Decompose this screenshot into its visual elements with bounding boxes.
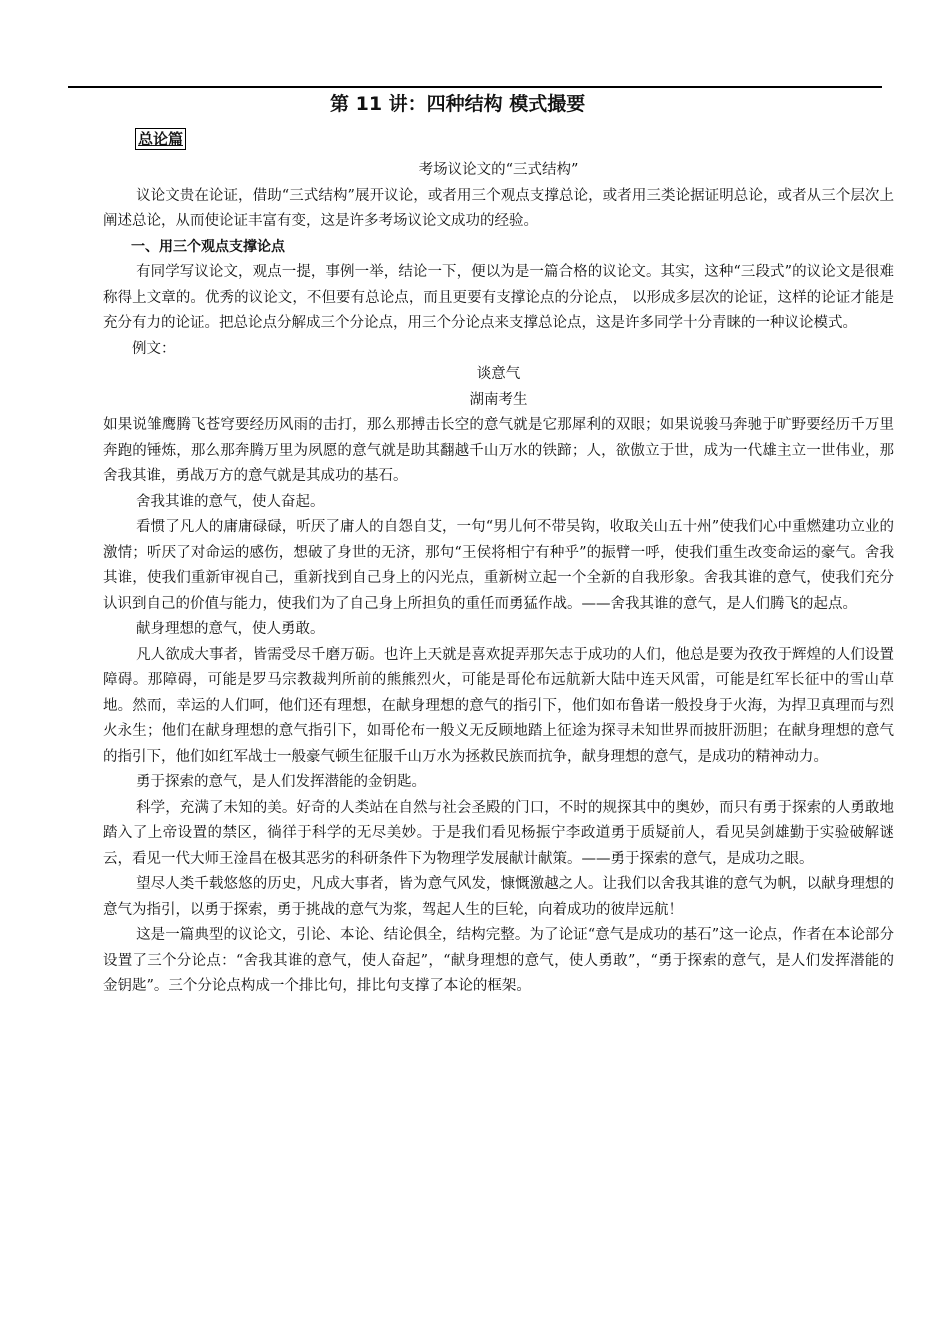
essay-paragraph-text: 望尽人类千载悠悠的历史，凡成大事者，皆为意气风发，慷慨激越之人。让我们以舍我其谁的意气为帆，以献身理想的意气为指引，以勇于探索，勇于挑战的意气为浆，驾起人生的巨轮，向着成功的彼岸远航！ — [103, 876, 894, 918]
method-paragraph-text: 有同学写议论文，观点一提，事例一举，结论一下，便以为是一篇合格的议论文。其实，这种“三段式”的议论文是很难称得上文章的。优秀的议论文，不但要有总论点，而且更要有支撑论点的分论点， 以形成多层次的论证，这样的论证才能是充分有力的论证。把总论点分解成三个分论点，用三个分论点来支撑总论点，这是许多同学十分青睐的一种议论模式。 — [103, 264, 894, 331]
essay-paragraph — [68, 490, 894, 516]
essay-paragraph — [68, 617, 894, 643]
essay-paragraph-text: 献身理想的意气，使人勇敢。 — [136, 621, 325, 637]
essay-title: 谈意气 — [476, 366, 521, 382]
essay-paragraph-text: 舍我其谁的意气，使人奋起。 — [136, 493, 325, 510]
essay-body — [103, 413, 894, 923]
analysis-text: 这是一篇典型的议论文，引论、本论、结论俱全，结构完整。为了论证“意气是成功的基石”这一论点，作者在本论部分设置了三个分论点：“舍我其谁的意气，使人奋起”，“献身理想的意气，使人勇敢”，“勇于探索的意气，是人们发挥潜能的金钥匙”。三个分论点构成一个排比句，排比句支撑了本论的框架。 — [103, 927, 894, 994]
essay-paragraph-text: 科学，充满了未知的美。好奇的人类站在自然与社会圣殿的门口，不时的规探其中的奥妙，而只有勇于探索的人勇敢地踏入了上帝设置的禁区，徜徉于科学的无尽美妙。于是我们看见杨振宁李政道勇于质疑前人，看见吴剑雄勤于实验破解谜云，看见一代大师王淦昌在极其恶劣的科研条件下为物理学发展献计献策。——勇于探索的意气，是成功之眼。 — [103, 799, 894, 867]
method-paragraph — [68, 260, 894, 337]
essay-paragraph-text: 如果说雏鹰腾飞苍穹要经历风雨的击打，那么那搏击长空的意气就是它那犀利的双眼；如果说骏马奔驰于旷野要经历千万里奔跑的锤炼，那么那奔腾万里为夙愿的意气就是助其翻越千山万水的铁蹄；人，欲傲立于世，成为一代雄主立一世伟业，那舍我其谁，勇战万方的意气就是其成功的基石。 — [103, 417, 894, 484]
header-rule — [68, 86, 882, 88]
essay-paragraph-text: 看惯了凡人的庸庸碌碌，听厌了庸人的自怨自艾，一句“男儿何不带吴钩，收取关山五十州”使我们心中重燃建功立业的激情；听厌了对命运的感伤，想破了身世的无济，那句“王侯将相宁有种乎”的振臂一呼，使我们重生改变命运的豪气。舍我其谁，使我们重新审视自己，重新找到自己身上的闪光点，重新树立起一个全新的自我形象。舍我其谁的意气，使我们充分认识到自己的价值与能力，使我们为了自己身上所担负的重任而勇猛作战。——舍我其谁的意气，是人们腾飞的起点。 — [103, 519, 894, 612]
intro-paragraph — [68, 184, 894, 235]
essay-paragraph — [68, 872, 894, 923]
document-body — [103, 158, 894, 1000]
essay-paragraph — [68, 796, 894, 873]
essay-author: 湖南考生 — [469, 391, 528, 408]
lecture-title: 第 11 讲：四种结构 模式撮要 — [330, 93, 586, 115]
example-label: 例文： — [132, 340, 176, 357]
section-heading-1: 一、用三个观点支撑论点 — [131, 238, 285, 255]
intro-paragraph-text: 议论文贵在论证，借助“三式结构”展开议论，或者用三个观点支撑总论，或者用三类论据证明总论，或者从三个层次上阐述总论，从而使论证丰富有变，这是许多考场议论文成功的经验。 — [103, 187, 894, 229]
essay-paragraph-text: 凡人欲成大事者，皆需受尽千磨万砺。也许上天就是喜欢捉弄那矢志于成功的人们，他总是要为孜孜于辉煌的人们设置障碍。那障碍，可能是罗马宗教裁判所前的熊熊烈火，可能是哥伦布远航新大陆中连天风雷，可能是红军长征中的雪山草地。然而，幸运的人们呵，他们还有理想，在献身理想的意气的指引下，他们如布鲁诺一般投身于火海，为捍卫真理而与烈火永生；他们在献身理想的意气指引下，如哥伦布一般义无反顾地踏上征途为探寻未知世界而披肝沥胆；在献身理想的意气的指引下，他们如红军战士一般豪气顿生征服千山万水为拯救民族而抗争，献身理想的意气，是成功的精神动力。 — [103, 646, 894, 765]
analysis-paragraph — [68, 923, 894, 1000]
essay-paragraph — [68, 515, 894, 617]
section-tag: 总论篇 — [135, 128, 186, 150]
essay-paragraph-text: 勇于探索的意气，是人们发挥潜能的金钥匙。 — [136, 774, 426, 790]
intro-subtitle: 考场议论文的“三式结构” — [418, 162, 579, 178]
essay-paragraph — [68, 770, 894, 796]
essay-paragraph — [68, 643, 894, 771]
essay-paragraph — [68, 413, 894, 490]
